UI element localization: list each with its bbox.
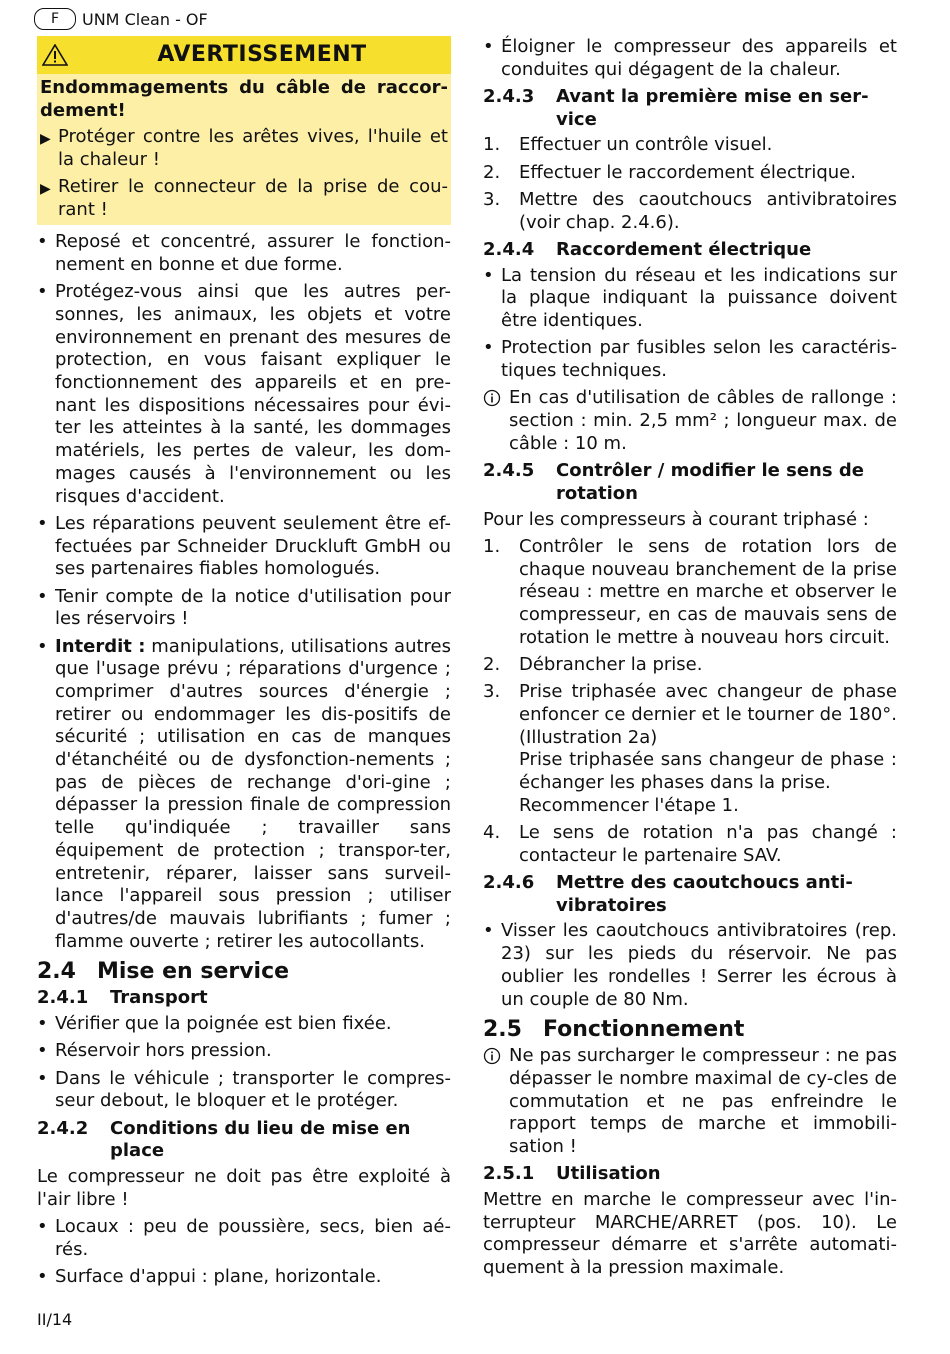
antivibration-list (483, 920, 897, 1011)
info-note: Ne pas surcharger le compresseur : ne pas dépasser le nombre maximal de cy-cles de commutation et ne pas enfreindre le rapport temps de marche et immobili-sation ! (483, 1045, 897, 1159)
info-note: En cas d'utilisation de câbles de rallonge : section : min. 2,5 mm² ; longueur max. de câble : 10 m. (483, 387, 897, 455)
list-item: • Dans le véhicule ; transporter le compres-seur debout, le bloquer et le protéger. (37, 1068, 451, 1113)
list-item: • Tenir compte de la notice d'utilisation pour les réservoirs ! (37, 586, 451, 631)
list-item: 1. Contrôler le sens de rotation lors de chaque nouveau branchement de la prise réseau : mettre en marche et observer le compresseur, en cas de mauvais sens de rotation le mettre à nouveau hors circuit. (483, 535, 897, 648)
arrow-right-icon: ▶ (40, 180, 51, 197)
safety-list (37, 231, 451, 953)
list-item: • Surface d'appui : plane, horizontale. (37, 1266, 451, 1289)
list-item: • Les réparations peuvent seulement être ef-fectuées par Schneider Druckluft GmbH ou ses partenaires fiables homologués. (37, 513, 451, 581)
list-item: • Locaux : peu de poussière, secs, bien aé-rés. (37, 1216, 451, 1261)
section-heading-2-5-1: 2.5.1 Utilisation (483, 1163, 661, 1185)
list-item: 1. Effectuer un contrôle visuel. (483, 134, 773, 156)
section-heading-2-5: 2.5 Fonctionnement (483, 1017, 745, 1043)
electrical-list (483, 265, 897, 383)
list-item: 2. Effectuer le raccordement électrique. (483, 161, 856, 183)
list-item: • Reposé et concentré, assurer le fonction-nement en bonne et due forme. (37, 231, 451, 276)
transport-list (37, 1013, 451, 1113)
list-item: • Réservoir hors pression. (37, 1040, 451, 1063)
left-column (37, 36, 451, 1293)
section-heading-2-4-6: 2.4.6 Mettre des caoutchoucs anti-vibratoires (483, 872, 853, 916)
location-list (37, 1216, 451, 1289)
paragraph: Pour les compresseurs à courant triphasé : (483, 508, 869, 530)
warning-header (37, 36, 451, 74)
interdit-label: Interdit : (55, 635, 146, 657)
list-item: • Visser les caoutchoucs antivibratoires (rep. 23) sur les pieds du réservoir. Ne pas oublier les rondelles ! Serrer les écrous à un couple de 80 Nm. (483, 920, 897, 1011)
list-item: 3. Mettre des caoutchoucs antivibratoires (voir chap. 2.4.6). (483, 189, 897, 233)
arrow-right-icon: ▶ (40, 131, 51, 148)
warning-step: ▶ Retirer le connecteur de la prise de cou-rant ! (40, 175, 448, 220)
warning-step: ▶ Protéger contre les arêtes vives, l'huile et la chaleur ! (40, 126, 448, 171)
document-title: UNM Clean - OF (82, 9, 208, 29)
first-use-steps (483, 134, 897, 234)
list-item: • Protégez-vous ainsi que les autres per-sonnes, les animaux, les objets et votre environnement en prenant des mesures de protection, en vous faisant expliquer le fonctionnement des appareils et en pre-nant les dispositions nécessaires pour évi-ter les atteintes à la santé, les dommages matériels, les pertes de valeur, les dom-mages causés à l'environnement ou les risques d'accident. (37, 281, 451, 508)
list-item: 3. Prise triphasée avec changeur de phase enfoncer ce dernier et le tourner de 180°. (Illustration 2a) Prise triphasée sans changeur de phase : échanger les phases dans la prise. Recommencer l'étape 1. (483, 681, 897, 816)
section-heading-2-4-3: 2.4.3 Avant la première mise en ser-vice (483, 86, 869, 130)
list-item: • Protection par fusibles selon les caractéris-tiques techniques. (483, 337, 897, 382)
rotation-steps (483, 536, 897, 868)
list-item: • La tension du réseau et les indications sur la plaque indiquant la puissance doivent être identiques. (483, 265, 897, 333)
warning-box (37, 36, 451, 225)
paragraph: Mettre en marche le compresseur avec l'in-terrupteur MARCHE/ARRET (pos. 10). Le compresseur démarre et s'arrête automati-quement à la pression maximale. (483, 1189, 897, 1279)
right-column (483, 36, 897, 1284)
section-heading-2-4-2: 2.4.2 Conditions du lieu de mise en place (37, 1117, 411, 1162)
list-item: 4. Le sens de rotation n'a pas changé : contacteur le partenaire SAV. (483, 822, 897, 866)
section-heading-2-4-4: 2.4.4 Raccordement électrique (483, 239, 812, 260)
list-item: • Éloigner le compresseur des appareils et conduites qui dégagent de la chaleur. (483, 36, 897, 81)
page-header (34, 6, 208, 32)
section-heading-2-4-5: 2.4.5 Contrôler / modifier le sens de rotation (483, 460, 864, 504)
heat-list (483, 36, 897, 81)
paragraph: Le compresseur ne doit pas être exploité à l'air libre ! (37, 1166, 451, 1210)
language-badge: F (34, 8, 76, 30)
page-number: II/14 (37, 1310, 73, 1329)
info-icon (483, 1045, 509, 1159)
section-heading-2-4-1: 2.4.1 Transport (37, 987, 208, 1009)
list-item: • Vérifier que la poignée est bien fixée. (37, 1013, 451, 1036)
section-heading-2-4: 2.4 Mise en service (37, 959, 290, 985)
list-item: 2. Débrancher la prise. (483, 653, 703, 675)
warning-triangle-icon (37, 44, 73, 66)
warning-subject: Endommagements du câble de raccor-dement! (40, 77, 448, 121)
list-item-interdit (37, 636, 451, 954)
info-icon (483, 387, 509, 455)
warning-title: AVERTISSEMENT (157, 41, 367, 67)
interdit-text: manipulations, utilisations autres que l'usage prévu ; réparations d'urgence ; comprimer d'autres sources d'énergie ; retirer ou endommager les dis-positifs de sécurité ; utilisation en cas de manques d'étanchéité ou de dysfonction-nements ; pas de pièces de rechange d'ori-gine ; dépasser la pression finale de compression telle qu'indiquée ; travailler sans équipement de protection ; transpor-ter, entretenir, réparer, laisser sans surveil-lance l'appareil sous pression ; utiliser d'autres/de mauvais lubrifiants ; fumer ; flamme ouverte ; retirer les autocollants. (55, 635, 451, 952)
